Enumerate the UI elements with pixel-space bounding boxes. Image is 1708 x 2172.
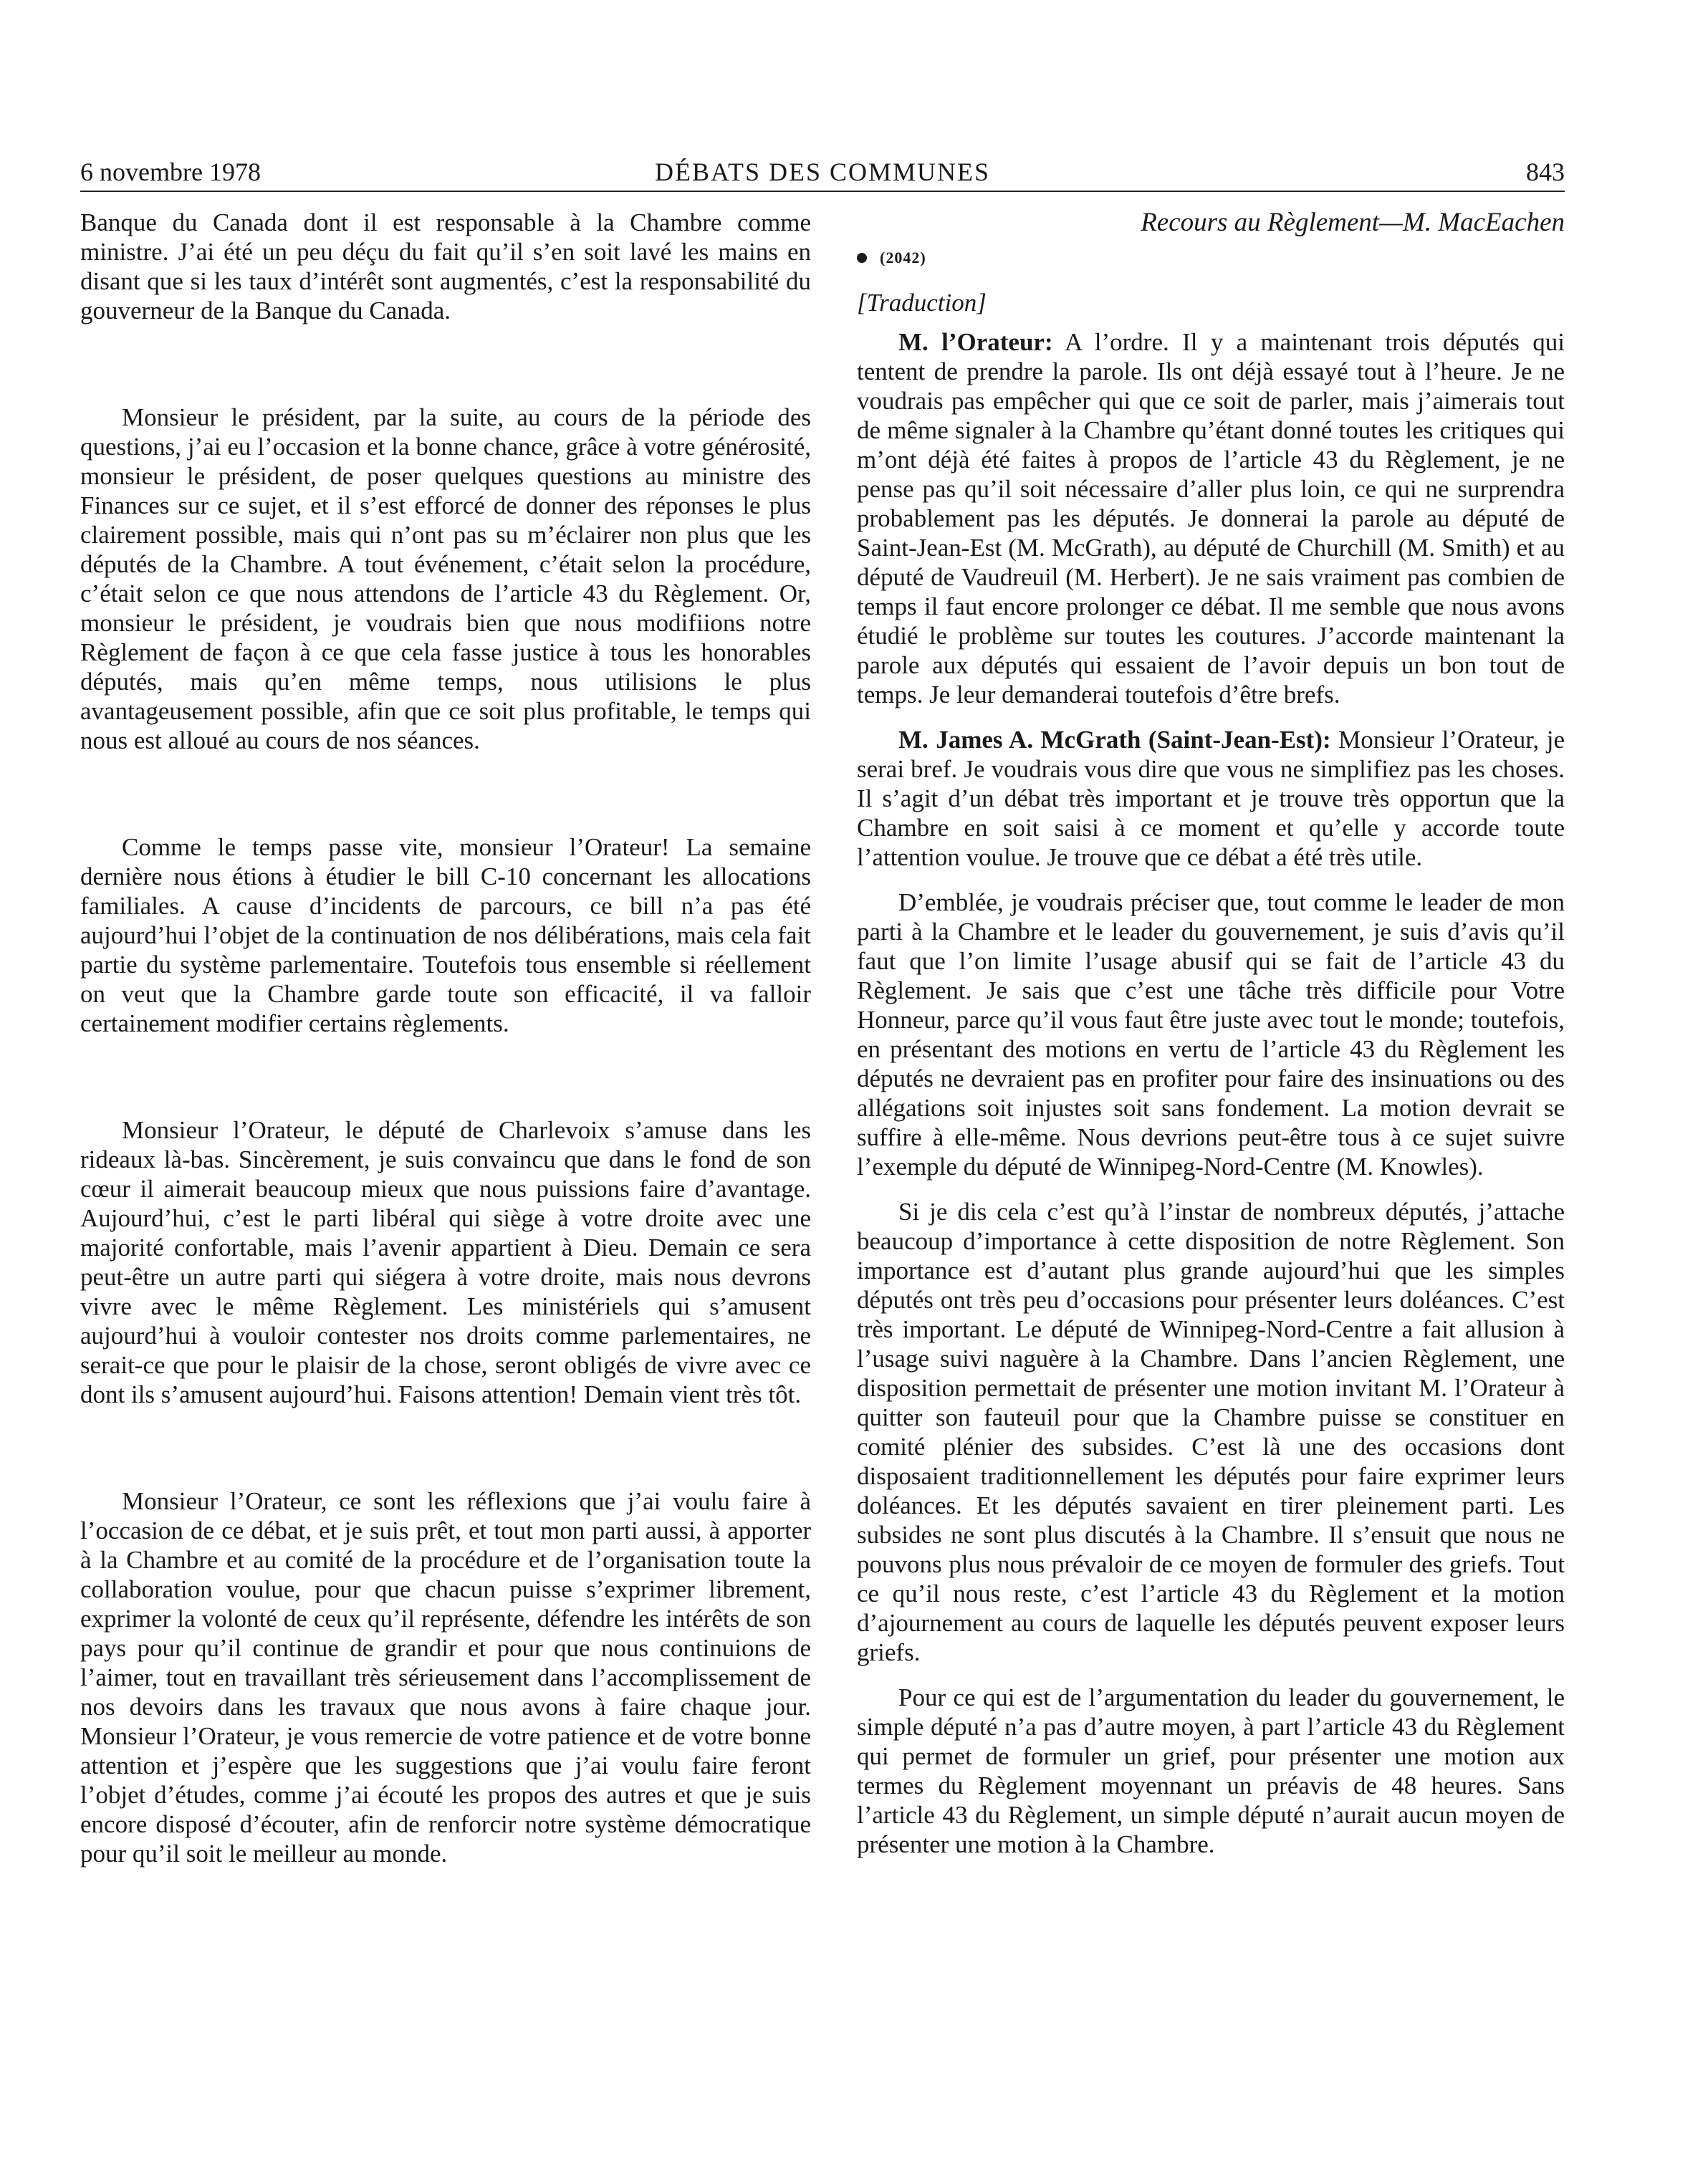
paragraph: Banque du Canada dont il est responsable à la Chambre comme ministre. J’ai été un peu déçu du fait qu’il s’en soit lavé les mains en disant que si les taux d’intérêt sont augmentés, c’est la responsabilité du gouverneur de la Banque du Canada. [80,208,811,325]
paragraph: Si je dis cela c’est qu’à l’instar de nombreux députés, j’attache beaucoup d’importance à cette disposition de notre Règlement. Son importance est d’autant plus grande aujourd’hui que les simples députés ont très peu d’occasions pour présenter leurs doléances. C’est très important. Le député de Winnipeg-Nord-Centre a fait allusion à l’usage suivi naguère à la Chambre. Dans l’ancien Règlement, une disposition permettait de présenter une motion invitant M. l’Orateur à quitter son fauteuil pour que la Chambre puisse se constituer en comité plénier des subsides. C’est là une des occasions dont disposaient traditionnellement les députés pour faire exprimer leurs doléances. Et les députés savaient en tirer pleinement parti. Les subsides ne sont plus discutés à la Chambre. Il s’ensuit que nous ne pouvons plus nous prévaloir de ce moyen de formuler des griefs. Tout ce qu’il nous reste, c’est l’article 43 du Règlement et la motion d’ajournement au cours de laquelle les députés peuvent exposer leurs griefs. [857,1198,1565,1666]
header-date: 6 novembre 1978 [80,158,261,186]
paragraph: Monsieur le président, par la suite, au cours de la période des questions, j’ai eu l’occasion et la bonne chance, grâce à votre générosité, monsieur le président, de poser quelques questions au ministre des Finances sur ce sujet, et il s’est efforcé de donner des réponses le plus clairement possible, mais qui n’ont pas su m’éclairer non plus que les députés de la Chambre. A tout événement, c’était selon la procédure, c’était selon ce que nous attendons de l’article 43 du Règlement. Or, monsieur le président, je voudrais bien que nous modifiions notre Règlement de façon à ce que cela fasse justice à tous les honorables députés, mais qu’en même temps, nous utilisions le plus avantageusement possible, afin que ce soit plus profitable, le temps qui nous est alloué au cours de nos séances. [80,403,811,754]
speech-text: Monsieur l’Orateur, je serai bref. Je voudrais vous dire que vous ne simplifiez pas les choses. Il s’agit d’un débat très important et je trouve très opportun que la Chambre en soit saisi à ce moment et qu’elle y accorde toute l’attention voulue. Je trouve que ce débat a été très utile. [857,726,1565,871]
right-column [857,208,1565,1875]
speaker-name: M. l’Orateur: [898,328,1053,356]
bullet-icon [857,253,867,263]
paragraph: D’emblée, je voudrais préciser que, tout comme le leader de mon parti à la Chambre et le leader du gouvernement, je suis d’avis qu’il faut que l’on limite l’usage abusif qui se fait de l’article 43 du Règlement. Je sais que c’est une tâche très difficile pour Votre Honneur, parce qu’il vous faut être juste avec tout le monde; toutefois, en présentant des motions en vertu de l’article 43 du Règlement les députés ne devraient pas en profiter pour faire des insinuations ou des allégations soit injustes soit sans fondement. La motion devrait se suffire à elle-même. Nous devrions peut-être tous à ce sujet suivre l’exemple du député de Winnipeg-Nord-Centre (M. Knowles). [857,888,1565,1181]
translation-note: [Traduction] [857,289,987,317]
speaker-name: M. James A. McGrath (Saint-Jean-Est): [898,726,1331,754]
running-header [80,156,1565,192]
section-rubric: Recours au Règlement—M. MacEachen [1141,208,1565,237]
page-number: 843 [1526,158,1565,186]
paragraph: Monsieur l’Orateur, le député de Charlevoix s’amuse dans les rideaux là-bas. Sincèrement, je suis convaincu que dans le fond de son cœur il aimerait beaucoup mieux que nous puissions faire d’avantage. Aujourd’hui, c’est le parti libéral qui siège à votre droite avec une majorité confortable, mais l’avenir appartient à Dieu. Demain ce sera peut-être un autre parti qui siégera à votre droite, mais nous devrons vivre avec le même Règlement. Les ministériels qui s’amusent aujourd’hui à vouloir contester nos droits comme parlementaires, ne serait-ce que pour le plaisir de la chose, seront obligés de vivre avec ce dont ils s’amusent aujourd’hui. Faisons attention! Demain vient très tôt. [80,1116,811,1408]
header-title: DÉBATS DES COMMUNES [654,158,991,186]
paragraph: Comme le temps passe vite, monsieur l’Orateur! La semaine dernière nous étions à étudier le bill C-10 concernant les allocations familiales. A cause d’incidents de parcours, ce bill n’a pas été aujourd’hui l’objet de la continuation de nos délibérations, mais cela fait partie du système parlementaire. Toutefois tous ensemble si réellement on veut que la Chambre garde toute son efficacité, il va falloir certainement modifier certains règlements. [80,833,811,1037]
time-marker [857,243,1565,272]
speech-paragraph [857,327,1565,709]
speech-text: A l’ordre. Il y a maintenant trois députés qui tentent de prendre la parole. Ils ont déjà essayé tout à l’heure. Je ne voudrais pas empêcher qui que ce soit de parler, mais j’aimerais tout de même signaler à la Chambre qu’étant donné toutes les critiques qui m’ont déjà été faites à propos de l’article 43 du Règlement, je ne pense pas qu’il soit nécessaire d’aller plus loin, ce qui ne surprendra probablement pas les députés. Je donnerai la parole au député de Saint-Jean-Est (M. McGrath), au député de Churchill (M. Smith) et au député de Vaudreuil (M. Herbert). Je ne sais vraiment pas combien de temps il faut encore prolonger ce débat. Il me semble que nous avons étudié le problème sur toutes les coutures. J’accorde maintenant la parole aux députés qui essaient de l’avoir depuis un bon tout de temps. Je leur demanderai toutefois d’être brefs. [857,328,1565,708]
paragraph: Monsieur l’Orateur, ce sont les réflexions que j’ai voulu faire à l’occasion de ce débat, et je suis prêt, et tout mon parti aussi, à apporter à la Chambre et au comité de la procédure et de l’organisation toute la collaboration voulue, pour que chacun puisse s’exprimer librement, exprimer la volonté de ceux qu’il représente, défendre les intérêts de son pays pour qu’il continue de grandir et pour que nous continuions de l’aimer, tout en travaillant très sérieusement dans l’accomplissement de nos devoirs dans les travaux que nous avons à faire chaque jour. Monsieur l’Orateur, je vous remercie de votre patience et de votre bonne attention et j’espère que les suggestions que j’ai voulu faire feront l’objet d’études, comme j’ai écouté les propos des autres et que je suis encore disposé d’écouter, afin de renforcir notre système démocratique pour qu’il soit le meilleur au monde. [80,1487,811,1868]
paragraph: Pour ce qui est de l’argumentation du leader du gouvernement, le simple député n’a pas d’autre moyen, à part l’article 43 du Règlement qui permet de formuler un grief, pour présenter une motion aux termes du Règlement moyennant un préavis de 48 heures. Sans l’article 43 du Règlement, un simple député n’aurait aucun moyen de présenter une motion à la Chambre. [857,1683,1565,1858]
left-column [80,208,811,1884]
time-stamp: (2042) [880,249,926,266]
speech-paragraph [857,725,1565,872]
